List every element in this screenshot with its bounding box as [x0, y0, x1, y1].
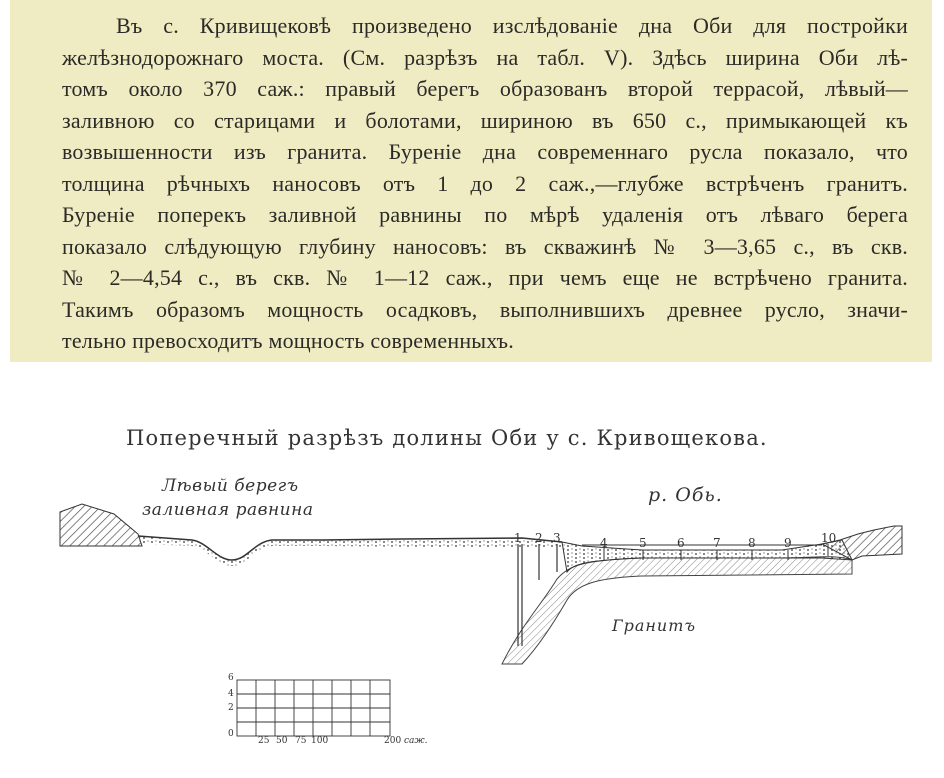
borehole-number: 7 — [713, 536, 721, 550]
paragraph-line: заливною со старицами и болотами, шириною въ 650 с., примыкающей къ — [62, 107, 908, 133]
granite-body — [502, 557, 852, 664]
scale-vertical-tick: 0 — [228, 729, 234, 739]
scale-horizontal-tick: 25 — [258, 736, 270, 746]
borehole-number: 2 — [535, 531, 543, 545]
borehole-number: 3 — [553, 531, 561, 545]
paragraph-line: тельно превосходитъ мощность современныхъ. — [62, 328, 514, 353]
paragraph-line: томъ около 370 саж.: правый берегъ образованъ второй террасой, лѣвый— — [62, 76, 908, 101]
floodplain-label: заливная равнина — [142, 500, 314, 520]
text-excerpt — [10, 0, 932, 362]
scale-end-tick: 200 — [384, 736, 402, 746]
granite-label: Гранитъ — [612, 616, 697, 635]
borehole-number: 6 — [677, 536, 685, 550]
borehole-number: 9 — [784, 536, 792, 550]
borehole-number: 1 — [514, 531, 522, 545]
scale-vertical-tick: 4 — [228, 689, 234, 699]
scale-unit: саж. — [404, 736, 428, 746]
paragraph-line: № 2—4,54 с., въ скв. № 1—12 саж., при чемъ еще не встрѣчено гранита. — [62, 265, 908, 290]
scale-horizontal-tick: 50 — [276, 736, 288, 746]
borehole-number: 4 — [600, 536, 608, 550]
paragraph-line: возвышенности изъ гранита. Буреніе дна современнаго русла показало, что — [62, 139, 908, 164]
figure-title: Поперечный разрѣзъ долины Оби у с. Кривощекова. — [126, 426, 768, 450]
paragraph-line: желѣзнодорожнаго моста. (См. разрѣзъ на табл. V). Здѣсь ширина Оби лѣ- — [62, 44, 908, 70]
river-label: р. Обь. — [648, 484, 723, 506]
scale-grid — [237, 680, 390, 736]
left-bank-slope — [60, 504, 142, 546]
left-bank-label: Лѣвый берегъ — [162, 476, 299, 496]
paragraph-line: Буреніе поперекъ заливной равнины по мѣрѣ удаленія отъ лѣваго берега — [62, 202, 908, 227]
borehole-number: 5 — [639, 536, 647, 550]
scale-horizontal-tick: 100 — [311, 736, 329, 746]
scale-horizontal-tick: 75 — [295, 736, 307, 746]
paragraph-line: показало слѣдующую глубину наносовъ: въ скважинѣ № 3—3,65 с., въ скв. — [62, 233, 908, 259]
floodplain-sediment — [138, 536, 562, 566]
paragraph — [62, 10, 908, 357]
paragraph-line: Въ с. Кривищековѣ произведено изслѣдованіе дна Оби для постройки — [116, 13, 908, 38]
paragraph-line: Такимъ образомъ мощность осадковъ, выполнившихъ древнее русло, значи- — [62, 296, 908, 322]
borehole-number: 10 — [821, 531, 837, 545]
paragraph-line: толщина рѣчныхъ наносовъ отъ 1 до 2 саж.,—глубже встрѣченъ гранитъ. — [62, 170, 908, 196]
scale-vertical-tick: 6 — [228, 673, 234, 683]
cross-section-drawing — [22, 364, 928, 770]
borehole-number: 8 — [748, 536, 756, 550]
scale-vertical-tick: 2 — [228, 703, 234, 713]
cross-section-figure — [22, 364, 928, 770]
